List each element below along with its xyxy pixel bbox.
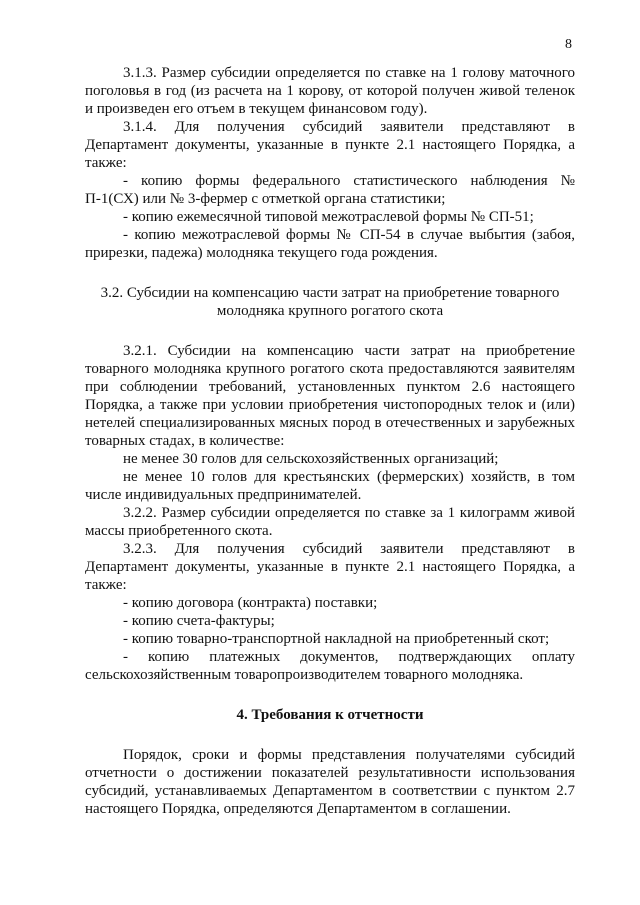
list-item: не менее 30 голов для сельскохозяйственных организаций; — [123, 451, 499, 467]
list-item: не менее 10 голов для крестьянских (фермерских) хозяйств, в том числе индивидуальных предпринимателей. — [85, 469, 575, 503]
list-item: - копию платежных документов, подтверждающих оплату сельскохозяйственным товаропроизводителем товарного молодняка. — [85, 649, 575, 683]
paragraph-3-2-2: 3.2.2. Размер субсидии определяется по ставке за 1 килограмм живой массы приобретенного скота. — [85, 505, 575, 539]
list-item: - копию договора (контракта) поставки; — [123, 595, 378, 611]
list-item: - копию межотраслевой формы № СП-54 в случае выбытия (забоя, прирезки, падежа) молодняка текущего года рождения. — [85, 227, 575, 261]
paragraph-3-1-3: 3.1.3. Размер субсидии определяется по ставке на 1 голову маточного поголовья в год (из расчета на 1 корову, от которой получен живой теленок и произведен его отъем в текущем финансовом году). — [85, 65, 575, 117]
document-body — [85, 64, 575, 818]
list-item: - копию счета-фактуры; — [123, 613, 275, 629]
page-number: 8 — [565, 37, 572, 52]
paragraph-3-2-3: 3.2.3. Для получения субсидий заявители представляют в Департамент документы, указанные в пункте 2.1 настоящего Порядка, а также: — [85, 541, 575, 593]
paragraph-3-1-4: 3.1.4. Для получения субсидий заявители представляют в Департамент документы, указанные в пункте 2.1 настоящего Порядка, а также: — [85, 119, 575, 171]
section-title-line: молодняка крупного рогатого скота — [216, 303, 444, 319]
section-4-title: 4. Требования к отчетности — [236, 707, 424, 723]
list-item: - копию формы федерального статистического наблюдения № П-1(СХ) или № 3-фермер с отметкой органа статистики; — [85, 173, 575, 207]
section-3-2-title — [85, 284, 575, 320]
paragraph-4: Порядок, сроки и формы представления получателями субсидий отчетности о достижении показателей результативности использования субсидий, устанавливаемых Департаментом в соответствии с пунктом 2.7 настоящего Порядка, определяются Департаментом в соглашении. — [85, 747, 575, 817]
list-item: - копию товарно-транспортной накладной на приобретенный скот; — [123, 631, 550, 647]
paragraph-3-2-1: 3.2.1. Субсидии на компенсацию части затрат на приобретение товарного молодняка крупного рогатого скота предоставляются заявителям при соблюдении требований, установленных пунктом 2.6 настоящего Порядка, а также при условии приобретения чистопородных телок и (или) нетелей специализированных мясных пород в отечественных и зарубежных товарных стадах, в количестве: — [85, 343, 575, 449]
section-title-line: 3.2. Субсидии на компенсацию части затрат на приобретение товарного — [100, 285, 560, 301]
list-item: - копию ежемесячной типовой межотраслевой формы № СП-51; — [123, 209, 534, 225]
